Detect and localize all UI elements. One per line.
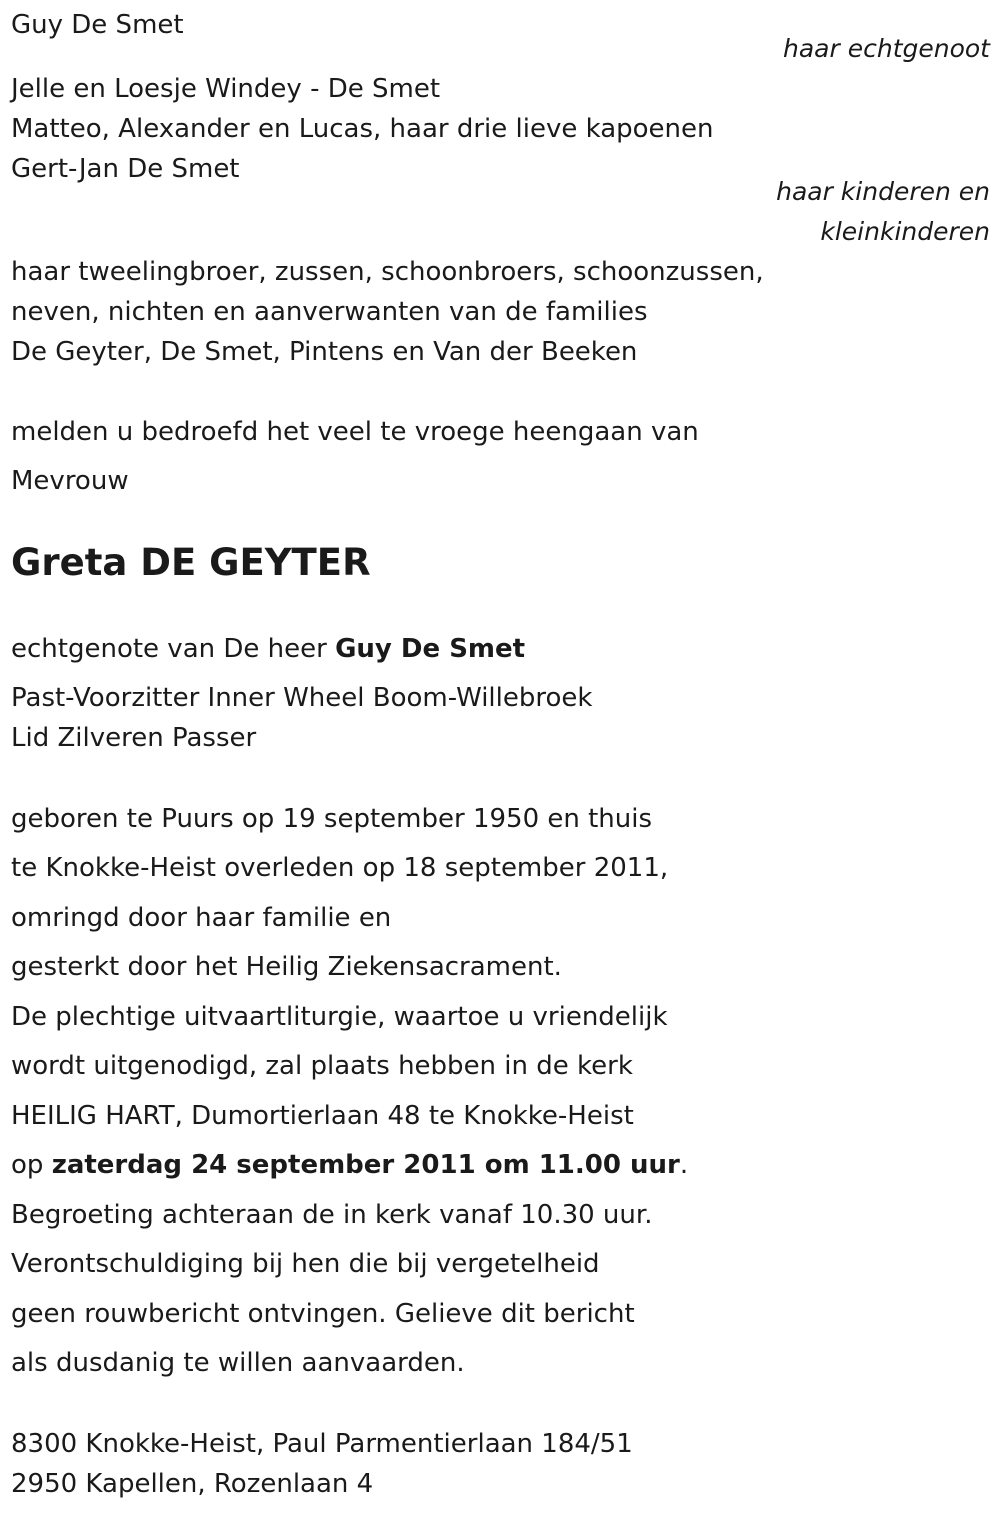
announcement-intro: melden u bedroefd het veel te vroege heengaan van xyxy=(11,417,699,447)
date-suffix: . xyxy=(679,1150,689,1180)
children-role-line-1: haar kinderen en xyxy=(776,177,990,206)
closing-line-3: geen rouwbericht ontvingen. Gelieve dit bericht xyxy=(11,1299,635,1329)
spouse-name: Guy De Smet xyxy=(335,634,526,664)
deceased-name: Greta DE GEYTER xyxy=(11,541,371,584)
salutation: Mevrouw xyxy=(11,466,129,496)
address-line-2: 2950 Kapellen, Rozenlaan 4 xyxy=(11,1469,374,1499)
detail-line-4: gesterkt door het Heilig Ziekensacrament. xyxy=(11,952,562,982)
children-role-line-2: kleinkinderen xyxy=(820,217,990,246)
funeral-date-line xyxy=(11,1145,688,1185)
relatives-line-3: De Geyter, De Smet, Pintens en Van der Beeken xyxy=(11,337,638,367)
spouse-line xyxy=(11,629,525,669)
detail-line-7: HEILIG HART, Dumortierlaan 48 te Knokke-Heist xyxy=(11,1101,634,1131)
husband-role: haar echtgenoot xyxy=(783,34,990,63)
detail-line-6: wordt uitgenodigd, zal plaats hebben in de kerk xyxy=(11,1051,633,1081)
detail-line-2: te Knokke-Heist overleden op 18 september 2011, xyxy=(11,853,669,883)
title-line-2: Lid Zilveren Passer xyxy=(11,723,257,753)
spouse-prefix: echtgenote van De heer xyxy=(11,634,336,664)
detail-line-3: omringd door haar familie en xyxy=(11,903,392,933)
child-line-2: Matteo, Alexander en Lucas, haar drie lieve kapoenen xyxy=(11,114,714,144)
relatives-line-1: haar tweelingbroer, zussen, schoonbroers, schoonzussen, xyxy=(11,257,764,287)
detail-line-1: geboren te Puurs op 19 september 1950 en thuis xyxy=(11,804,653,834)
detail-line-5: De plechtige uitvaartliturgie, waartoe u vriendelijk xyxy=(11,1002,668,1032)
child-line-1: Jelle en Loesje Windey - De Smet xyxy=(11,74,441,104)
date-prefix: op xyxy=(11,1150,52,1180)
husband-name: Guy De Smet xyxy=(11,10,184,40)
closing-line-1: Begroeting achteraan de in kerk vanaf 10.30 uur. xyxy=(11,1200,653,1230)
child-line-3: Gert-Jan De Smet xyxy=(11,154,240,184)
closing-line-2: Verontschuldiging bij hen die bij vergetelheid xyxy=(11,1249,600,1279)
address-line-1: 8300 Knokke-Heist, Paul Parmentierlaan 184/51 xyxy=(11,1429,633,1459)
funeral-date: zaterdag 24 september 2011 om 11.00 uur xyxy=(51,1150,680,1180)
title-line-1: Past-Voorzitter Inner Wheel Boom-Willebroek xyxy=(11,683,593,713)
closing-line-4: als dusdanig te willen aanvaarden. xyxy=(11,1348,465,1378)
relatives-line-2: neven, nichten en aanverwanten van de families xyxy=(11,297,648,327)
